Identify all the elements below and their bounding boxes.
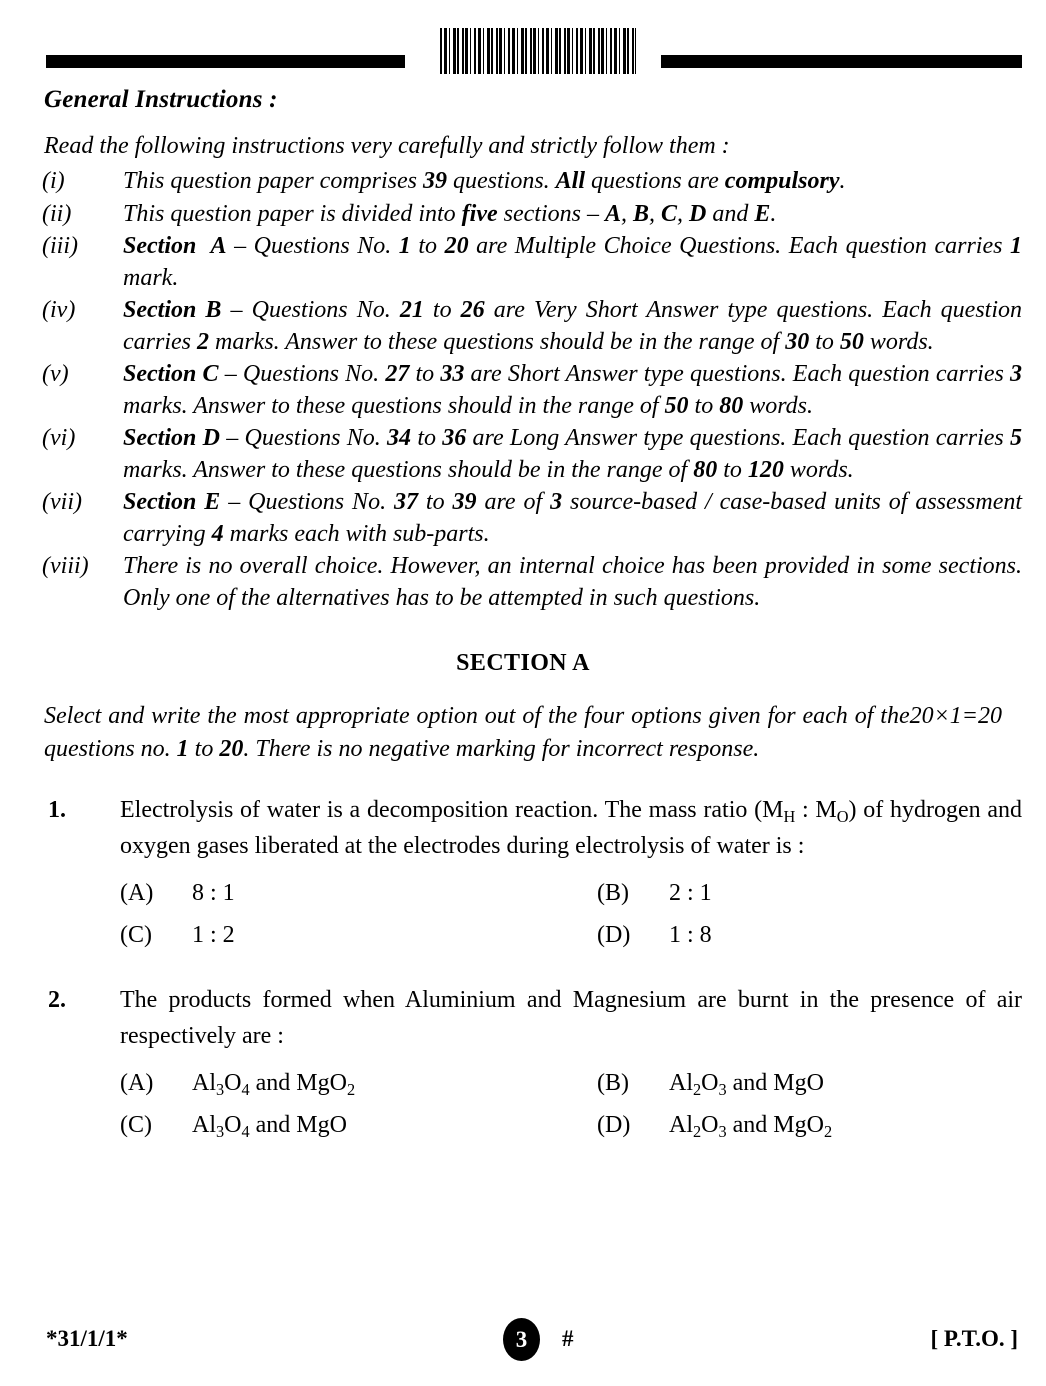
page-header — [0, 0, 1046, 80]
option-row — [120, 1104, 1022, 1146]
instruction-marker: (v) — [42, 361, 69, 387]
option-label: (D) — [597, 922, 631, 948]
question-text: Electrolysis of water is a decomposition reaction. The mass ratio ($M_H$ : $M_O$) of hydrogen and oxygen gases liberated at the electrodes during electrolysis of water is : — [120, 797, 1022, 859]
instruction-text: Section C – Questions No. 27 to 33 are Short Answer type questions. Each question carries 3 marks. Answer to these questions should in the range of 50 to 80 words. — [123, 361, 1023, 419]
section-a-intro — [44, 700, 1002, 766]
option-label: (B) — [597, 1070, 629, 1096]
instruction-marker: (iii) — [42, 233, 78, 259]
instruction-marker: (viii) — [42, 553, 89, 579]
page-number-badge: 3 — [503, 1318, 540, 1361]
option-c[interactable] — [120, 914, 597, 956]
hash-marker: # — [562, 1326, 574, 1351]
instruction-item — [0, 487, 1046, 550]
option-label: (A) — [120, 880, 154, 906]
option-label: (D) — [597, 1112, 631, 1138]
option-value: 1 : 8 — [669, 922, 712, 948]
option-a[interactable] — [120, 1062, 597, 1104]
question-text: The products formed when Aluminium and Magnesium are burnt in the presence of air respectively are : — [120, 987, 1022, 1049]
header-rule-right — [661, 55, 1022, 68]
option-value: $Al_2O_3$ and MgO$_2$ — [669, 1112, 833, 1142]
instruction-text: This question paper is divided into five sections – A, B, C, D and E. — [123, 200, 777, 227]
option-row — [120, 914, 1022, 956]
option-row — [120, 872, 1022, 914]
instruction-text: Section B – Questions No. 21 to 26 are Very Short Answer type questions. Each question carries 2 marks. Answer to these questions should be in the range of 30 to 50 words. — [123, 297, 1022, 355]
question-2 — [0, 982, 1046, 1146]
question-1 — [0, 792, 1046, 956]
instruction-item — [0, 295, 1046, 358]
general-instructions-title: General Instructions : — [44, 86, 278, 113]
option-b[interactable] — [597, 872, 712, 914]
section-a-marks: 20×1=20 — [909, 703, 1002, 729]
instruction-text: Section A – Questions No. 1 to 20 are Multiple Choice Questions. Each question carries 1 mark. — [123, 233, 1023, 291]
header-rule-left — [46, 55, 405, 68]
option-value: $Al_2O_3$ and MgO — [669, 1070, 824, 1100]
option-row — [120, 1062, 1022, 1104]
instruction-item — [0, 199, 1046, 231]
option-label: (C) — [120, 922, 152, 948]
option-value: 8 : 1 — [192, 880, 235, 906]
question-2-options — [120, 1062, 1022, 1146]
option-value: 2 : 1 — [669, 880, 712, 906]
instruction-marker: (vii) — [42, 489, 82, 515]
pto-label: [ P.T.O. ] — [930, 1326, 1018, 1351]
instruction-text: This question paper comprises 39 questions. All questions are compulsory. — [123, 168, 846, 194]
option-label: (B) — [597, 880, 629, 906]
option-value: 1 : 2 — [192, 922, 235, 948]
instruction-marker: (ii) — [42, 200, 72, 227]
instruction-item — [0, 551, 1046, 614]
instruction-item — [0, 166, 1046, 198]
page-content — [0, 84, 1046, 1146]
option-label: (C) — [120, 1112, 152, 1138]
instruction-text: Section E – Questions No. 37 to 39 are of 3 source-based / case-based units of assessment carrying 4 marks each with sub-parts. — [123, 489, 1023, 547]
question-number: 2. — [48, 987, 66, 1013]
page-footer — [0, 1318, 1046, 1362]
option-b[interactable] — [597, 1062, 824, 1104]
paper-code: *31/1/1* — [46, 1326, 128, 1351]
instruction-marker: (iv) — [42, 297, 76, 323]
instruction-item — [0, 423, 1046, 486]
option-label: (A) — [120, 1070, 154, 1096]
barcode-icon — [440, 28, 636, 74]
instruction-item — [0, 359, 1046, 422]
section-a-heading: SECTION A — [456, 650, 590, 676]
question-1-options — [120, 872, 1022, 956]
question-number: 1. — [48, 797, 66, 823]
option-d[interactable] — [597, 1104, 832, 1146]
option-c[interactable] — [120, 1104, 597, 1146]
instruction-marker: (i) — [42, 168, 65, 194]
instruction-marker: (vi) — [42, 425, 76, 451]
option-value: $Al_3O_4$ and MgO$_2$ — [192, 1070, 356, 1100]
option-a[interactable] — [120, 872, 597, 914]
instruction-text: Section D – Questions No. 34 to 36 are Long Answer type questions. Each question carries 5 marks. Answer to these questions should be in the range of 80 to 120 words. — [123, 425, 1022, 483]
option-d[interactable] — [597, 914, 712, 956]
instruction-list — [0, 166, 1046, 614]
section-a-intro-text: Select and write the most appropriate option out of the four options given for each of the questions no. 1 to 20. There is no negative marking for incorrect response. — [44, 703, 910, 762]
instruction-text: There is no overall choice. However, an internal choice has been provided in some sections. Only one of the alternatives has to be attempted in such questions. — [123, 553, 1022, 611]
option-value: $Al_3O_4$ and MgO — [192, 1112, 347, 1142]
general-instructions-lead: Read the following instructions very carefully and strictly follow them : — [44, 133, 730, 159]
instruction-item — [0, 231, 1046, 294]
